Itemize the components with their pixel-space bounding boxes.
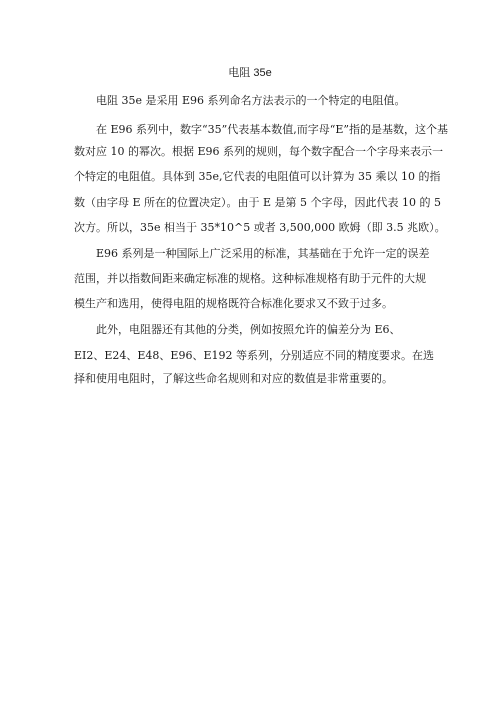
paragraph-2-line-2: 数对应 10 的幂次。根据 E96 系列的规则，每个数字配合一个字母来表示一	[74, 145, 444, 158]
paragraph-2-line-4: 数（由字母 E 所在的位置决定）。由于 E 是第 5 个字母，因此代表 10 的 5	[74, 196, 442, 209]
paragraph-2-line-3: 个特定的电阻值。具体到 35e,它代表的电阻值可以计算为 35 乘以 10 的指	[74, 170, 441, 183]
paragraph-2-line-1: 在 E96 系列中，数字“35”代表基本数值,而字母“E”指的是基数，这个基	[96, 123, 449, 136]
paragraph-2-line-5: 次方。所以，35e 相当于 35*10^5 或者 3,500,000 欧姆（即 3.5 兆欧）。	[74, 221, 446, 234]
paragraph-3-line-3: 模生产和选用，使得电阻的规格既符合标准化要求又不致于过多。	[74, 297, 393, 310]
paragraph-3-line-1: E96 系列是一种国际上广泛采用的标准，其基础在于允许一定的误差	[96, 247, 430, 260]
paragraph-4-line-1: 此外，电阻器还有其他的分类，例如按照允许的偏差分为 E6、	[96, 323, 401, 336]
paragraph-4-line-3: 择和使用电阻时，了解这些命名规则和对应的数值是非常重要的。	[74, 372, 393, 385]
paragraph-1-line-1: 电阻 35e 是采用 E96 系列命名方法表示的一个特定的电阻值。	[96, 94, 406, 107]
paragraph-4-line-2: EI2、E24、E48、E96、E192 等系列，分别适应不同的精度要求。在选	[74, 349, 434, 362]
paragraph-3-line-2: 范围，并以指数间距来确定标准的规格。这种标准规格有助于元件的大规	[74, 272, 426, 285]
document-title: 电阻 35e	[228, 67, 272, 79]
